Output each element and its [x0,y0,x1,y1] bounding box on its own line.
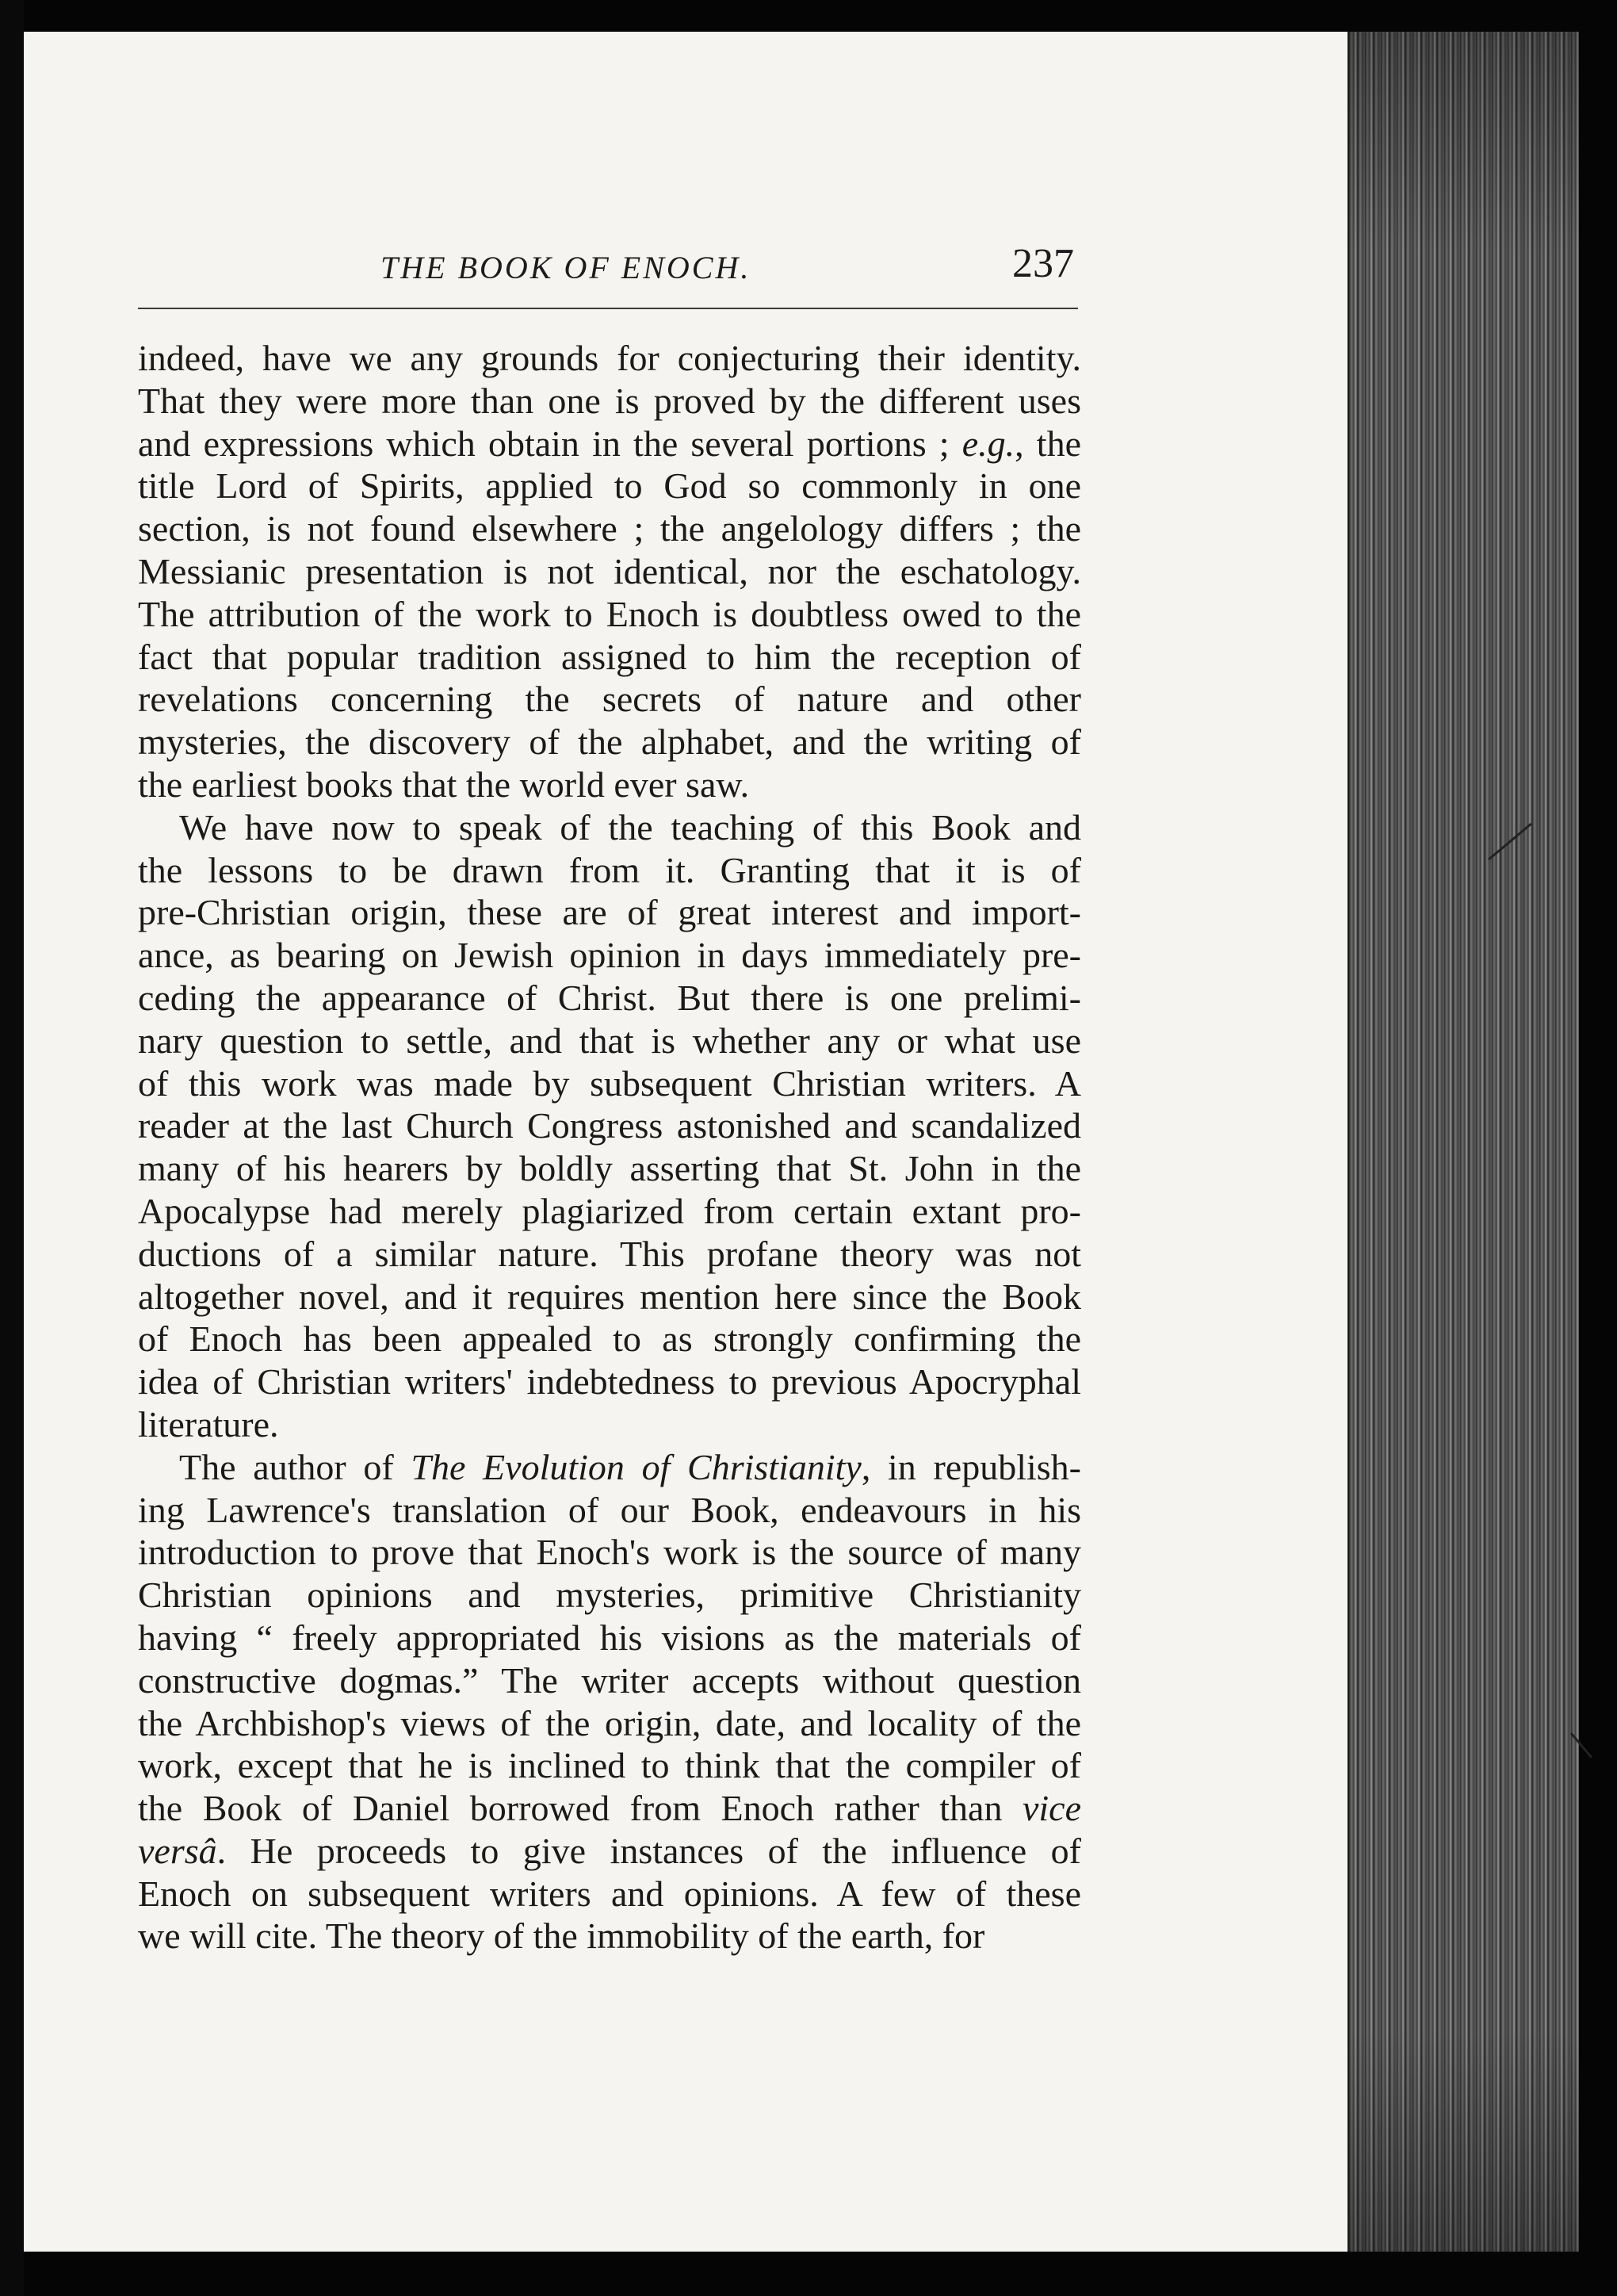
text-line: literature. [138,1403,279,1445]
text-line: versâ. He proceeds to give instances of the influence of [138,1830,1081,1871]
text-line: constructive dogmas.” The writer accepts without question [138,1659,1081,1701]
running-head [119,241,1074,308]
text-line: the Book of Daniel borrowed from Enoch rather than vice [138,1788,1081,1829]
text-line: idea of Christian writers' indebtedness to previous Apocryphal [138,1361,1081,1402]
text-line: ance, as bearing on Jewish opinion in days immediately pre- [138,935,1081,976]
text-line: of Enoch has been appealed to as strongly confirming the [138,1318,1081,1360]
text-line: the lessons to be drawn from it. Granting that it is of [138,849,1081,890]
header-rule [138,308,1078,309]
text-line: title Lord of Spirits, applied to God so commonly in one [138,465,1081,507]
text-line: The author of The Evolution of Christianity, in republish- [179,1446,1081,1487]
text-line: introduction to prove that Enoch's work is the source of many [138,1532,1081,1573]
text-line: Messianic presentation is not identical, nor the eschatology. [138,550,1081,591]
text-line: The attribution of the work to Enoch is doubtless owed to the [138,593,1081,634]
text-line: revelations concerning the secrets of nature and other [138,679,1081,720]
page-number: 237 [1012,241,1074,286]
text-line: That they were more than one is proved by the different uses [138,380,1081,421]
text-line: indeed, have we any grounds for conjecturing their identity. [138,338,1081,378]
text-line: altogether novel, and it requires mention here since the Book [138,1276,1081,1317]
text-line: the earliest books that the world ever saw. [138,763,750,805]
text-line: many of his hearers by boldly asserting that St. John in the [138,1148,1081,1189]
text-line: and expressions which obtain in the several portions ; e.g., the [138,423,1081,464]
text-line: fact that popular tradition assigned to him the reception of [138,636,1081,677]
text-line: pre-Christian origin, these are of great interest and import- [138,892,1081,933]
text-line: Apocalypse had merely plagiarized from certain extant pro- [138,1190,1081,1231]
body-text [138,337,1081,1957]
page-edges [1348,32,1579,2252]
text-line: having “ freely appropriated his visions as the materials of [138,1617,1081,1658]
text-line: ceding the appearance of Christ. But there is one prelimi- [138,977,1081,1018]
text-line: reader at the last Church Congress astonished and scandalized [138,1105,1081,1146]
text-line: Christian opinions and mysteries, primitive Christianity [138,1575,1081,1616]
text-line: mysteries, the discovery of the alphabet, and the writing of [138,721,1081,763]
scan-left-border [0,0,24,2296]
text-line: Enoch on subsequent writers and opinions. A few of these [138,1873,1081,1914]
text-line: section, is not found elsewhere ; the angelology differs ; the [138,508,1081,549]
text-line: nary question to settle, and that is whether any or what use [138,1020,1081,1061]
text-line: of this work was made by subsequent Christian writers. A [138,1062,1081,1104]
text-line: the Archbishop's views of the origin, date, and locality of the [138,1702,1081,1743]
running-title: THE BOOK OF ENOCH. [380,250,751,285]
text-line: work, except that he is inclined to think that the compiler of [138,1745,1081,1786]
text-line: We have now to speak of the teaching of this Book and [179,806,1081,848]
text-line: ing Lawrence's translation of our Book, endeavours in his [138,1489,1081,1530]
text-line: ductions of a similar nature. This profane theory was not [138,1233,1081,1274]
text-line: we will cite. The theory of the immobility of the earth, for [138,1915,985,1957]
